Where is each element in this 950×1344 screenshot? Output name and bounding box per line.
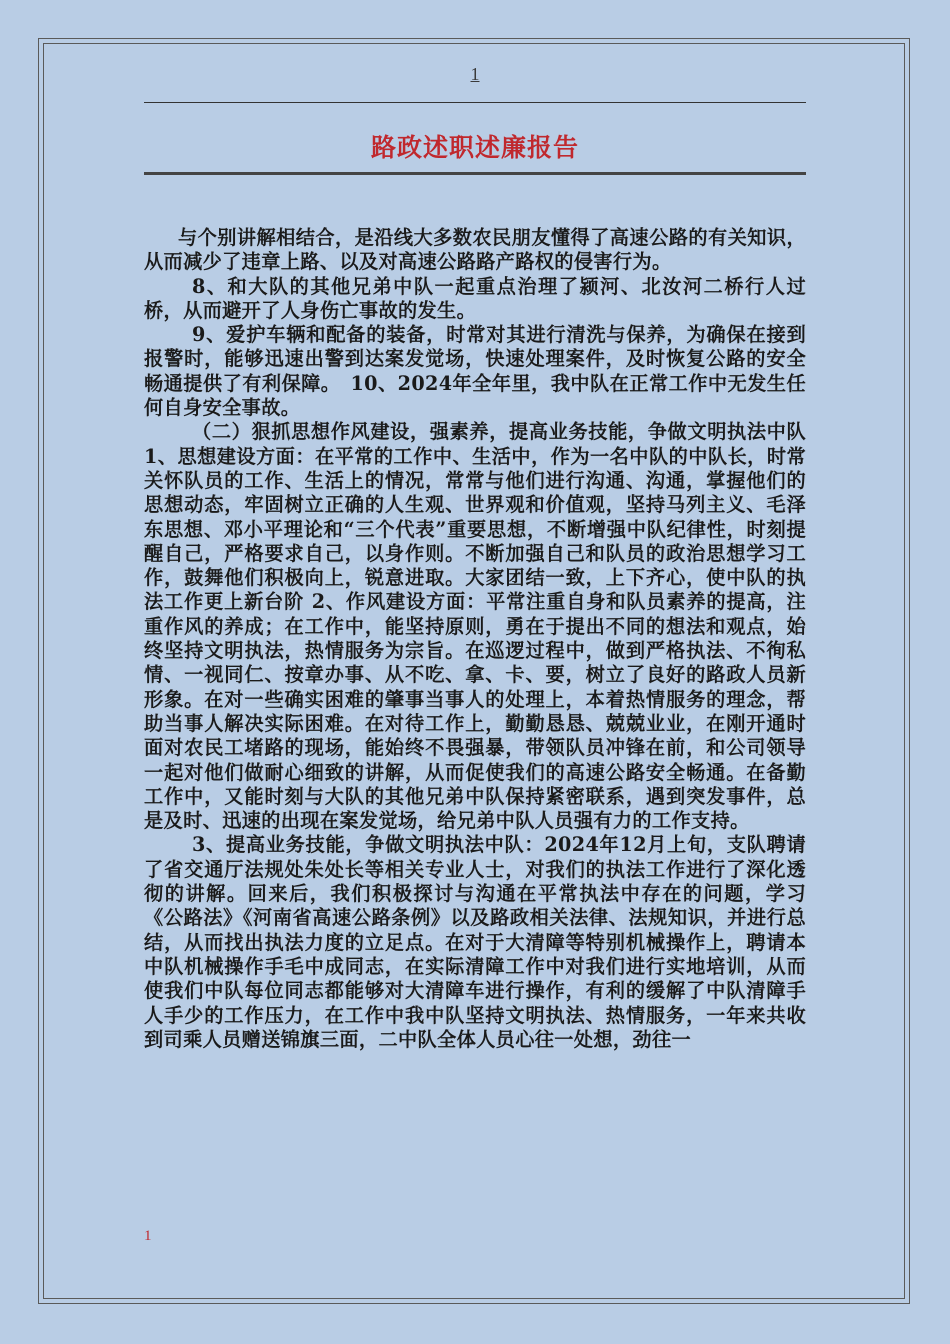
document-title: 路政述职述廉报告 <box>370 133 579 162</box>
paragraph: 3、提高业务技能，争做文明执法中队：2024年12月上旬，支队聘请了省交通厅法规处朱处长等相关专业人士，对我们的执法工作进行了深化透彻的讲解。回来后，我们积极探讨与沟通在平常执法中存在的问题，学习《公路法》《河南省高速公路条例》以及路政相关法律、法规知识，并进行总结，从而找出执法力度的立足点。在对于大清障等特别机械操作上，聘请本中队机械操作手毛中成同志，在实际清障工作中对我们进行实地培训，从而使我们中队每位同志都能够对大清障车进行操作，有利的缓解了中队清障手人手少的工作压力，在工作中我中队坚持文明执法、热情服务，一年来共收到司乘人员赠送锦旗三面，二中队全体人员心往一处想，劲往一 <box>144 833 806 1051</box>
title-divider <box>144 172 806 175</box>
header-page-number: 1 <box>470 64 480 84</box>
paragraph: 9、爱护车辆和配备的装备，时常对其进行清洗与保养，为确保在接到报警时，能够迅速出警到达案发觉场，快速处理案件，及时恢复公路的安全畅通提供了有利保障。 10、2024年全年里，我中队在正常工作中无发生任何自身安全事故。 <box>144 323 806 420</box>
header-divider <box>144 102 806 103</box>
paragraph: 与个别讲解相结合，是沿线大多数农民朋友懂得了高速公路的有关知识，从而减少了违章上路、以及对高速公路路产路权的侵害行为。 <box>144 226 806 274</box>
document-body <box>144 226 806 1052</box>
paragraph: 8、和大队的其他兄弟中队一起重点治理了颍河、北汝河二桥行人过桥，从而避开了人身伤亡事故的发生。 <box>144 274 806 322</box>
footer-page-number: 1 <box>144 1228 152 1244</box>
paragraph: （二）狠抓思想作风建设，强素养，提高业务技能，争做文明执法中队 1、思想建设方面：在平常的工作中、生活中，作为一名中队的中队长，时常关怀队员的工作、生活上的情况，常常与他们进行沟通、沟通，掌握他们的思想动态，牢固树立正确的人生观、世界观和价值观，坚持马列主义、毛泽东思想、邓小平理论和“三个代表”重要思想，不断增强中队纪律性，时刻提醒自己，严格要求自己，以身作则。不断加强自己和队员的政治思想学习工作，鼓舞他们积极向上，锐意进取。大家团结一致，上下齐心，使中队的执法工作更上新台阶 2、作风建设方面：平常注重自身和队员素养的提高，注重作风的养成；在工作中，能坚持原则，勇在于提出不同的想法和观点，始终坚持文明执法，热情服务为宗旨。在巡逻过程中，做到严格执法、不徇私情、一视同仁、按章办事、从不吃、拿、卡、要，树立了良好的路政人员新形象。在对一些确实困难的肇事当事人的处理上，本着热情服务的理念，帮助当事人解决实际困难。在对待工作上，勤勤恳恳、兢兢业业，在刚开通时面对农民工堵路的现场，能始终不畏强暴，带领队员冲锋在前，和公司领导一起对他们做耐心细致的讲解，从而促使我们的高速公路安全畅通。在备勤工作中，又能时刻与大队的其他兄弟中队保持紧密联系，遇到突发事件，总是及时、迅速的出现在案发觉场，给兄弟中队人员强有力的工作支持。 <box>144 420 806 833</box>
